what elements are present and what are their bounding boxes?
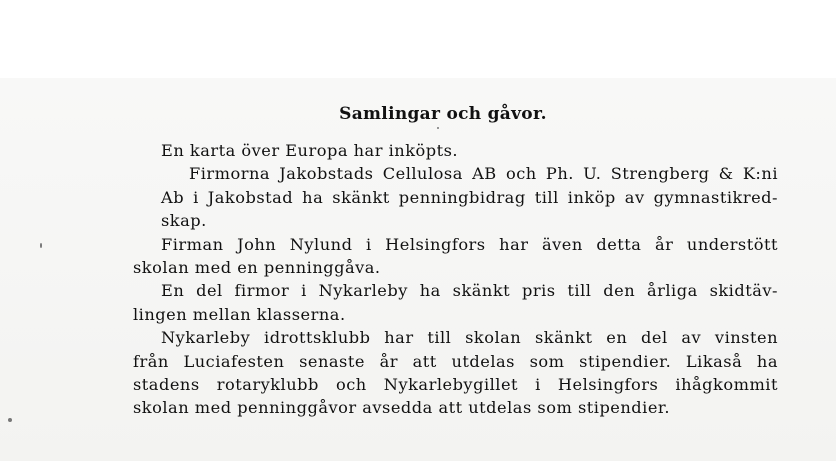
document-body xyxy=(133,139,778,420)
paragraph xyxy=(133,162,778,232)
text-line: skolan med penninggåvor avsedda att utdelas som stipendier. xyxy=(133,398,671,418)
text-line: skolan med en penninggåva. xyxy=(133,258,381,278)
paragraph xyxy=(133,139,778,162)
paragraph xyxy=(133,326,778,420)
text-line: från Luciafesten senaste år att utdelas som stipendier. Likaså ha xyxy=(133,351,778,371)
text-line: Nykarleby idrottsklubb har till skolan skänkt en del av vinsten xyxy=(161,328,778,348)
paragraph xyxy=(133,279,778,326)
paragraph xyxy=(133,233,778,280)
text-line: Firmorna Jakobstads Cellulosa AB och Ph. U. Strengberg & K:ni xyxy=(189,164,778,184)
scan-speck xyxy=(40,243,42,248)
scan-speck xyxy=(437,127,439,129)
scan-speck xyxy=(8,418,12,422)
text-line: En del firmor i Nykarleby ha skänkt pris till den årliga skidtäv- xyxy=(161,281,778,301)
text-line: Ab i Jakobstad ha skänkt penningbidrag till inköp av gymnastikred- xyxy=(161,187,778,207)
section-heading: Samlingar och gåvor. xyxy=(339,104,547,124)
text-line: lingen mellan klasserna. xyxy=(133,304,346,324)
text-line: stadens rotaryklubb och Nykarlebygillet i Helsingfors ihågkommit xyxy=(133,375,778,395)
page-top-margin xyxy=(0,0,836,78)
text-line: Firman John Nylund i Helsingfors har även detta år understött xyxy=(161,234,778,254)
text-line: En karta över Europa har inköpts. xyxy=(161,141,459,160)
text-line: skap. xyxy=(161,211,207,231)
